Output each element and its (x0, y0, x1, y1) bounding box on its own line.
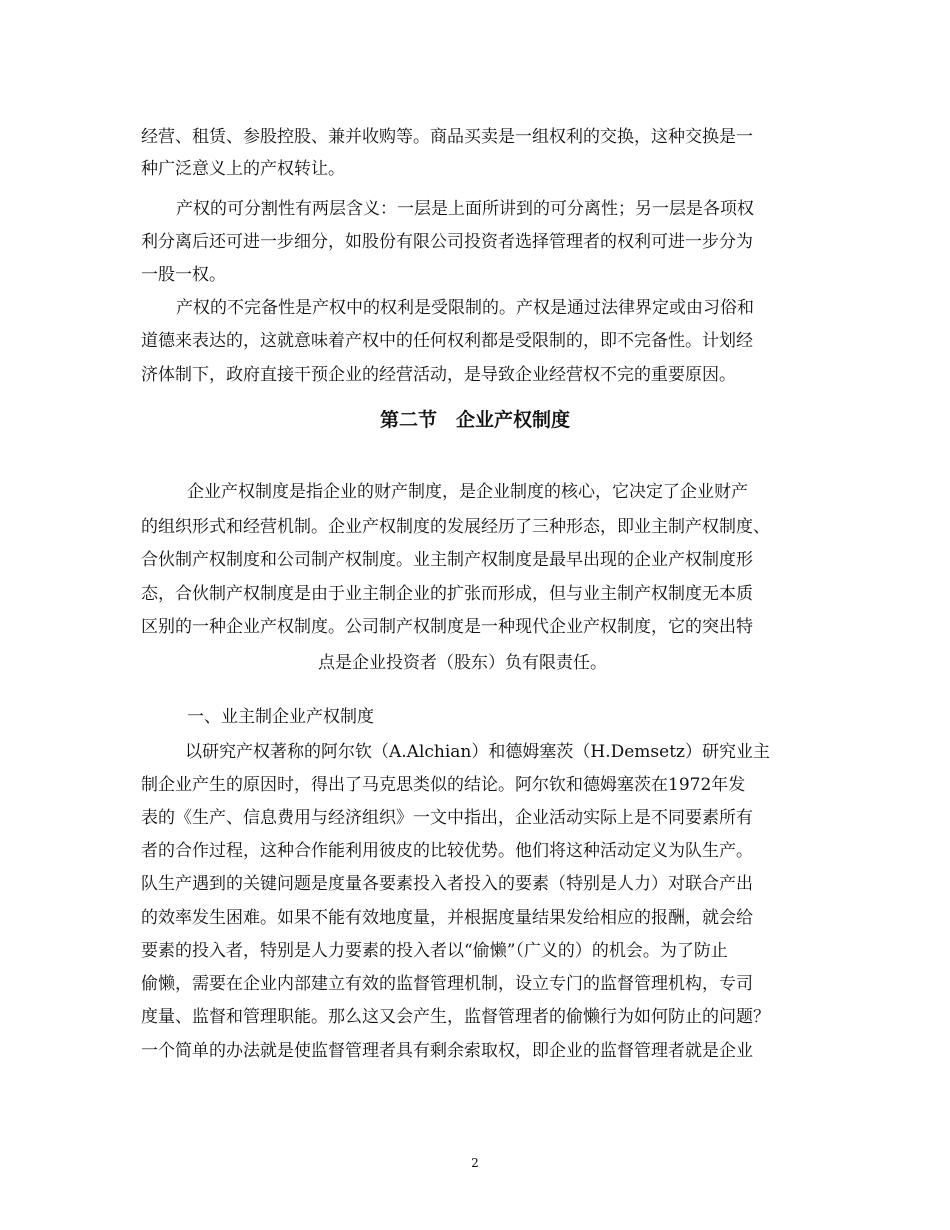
paragraph-line: 合伙制产权制度和公司制产权制度。业主制产权制度是最早出现的企业产权制度形 (141, 550, 753, 570)
paragraph-line: 的组织形式和经营机制。企业产权制度的发展经历了三种形态，即业主制产权制度、 (141, 517, 770, 537)
paragraph-line: 态，合伙制产权制度是由于业主制企业的扩张而形成，但与业主制产权制度无本质 (141, 584, 753, 604)
page-number: 2 (471, 1156, 479, 1170)
subsection-heading: 一、业主制企业产权制度 (187, 707, 374, 727)
paragraph-line: 度量、监督和管理职能。那么这又会产生，监督管理者的偷懒行为如何防止的问题？ (141, 1007, 770, 1027)
paragraph-line: 要素的投入者，特别是人力要素的投入者以“偷懒”（广义的）的机会。为了防止 (141, 941, 728, 961)
paragraph-line: 种广泛意义上的产权转让。 (141, 159, 345, 179)
paragraph-line: 者的合作过程，这种合作能利用彼皮的比较优势。他们将这种活动定义为队生产。 (141, 841, 753, 861)
paragraph-line: 的效率发生困难。如果不能有效地度量，并根据度量结果发给相应的报酬，就会给 (141, 908, 753, 928)
paragraph-line: 道德来表达的，这就意味着产权中的任何权利都是受限制的，即不完备性。计划经 (141, 331, 753, 351)
paragraph-line: 队生产遇到的关键问题是度量各要素投入者投入的要素（特别是人力）对联合产出 (141, 874, 753, 894)
paragraph-line: 济体制下，政府直接干预企业的经营活动，是导致企业经营权不完的重要原因。 (141, 365, 736, 385)
paragraph-line: 点是企业投资者（股东）负有限责任。 (318, 653, 607, 673)
paragraph-line: 产权的可分割性有两层含义：一层是上面所讲到的可分离性；另一层是各项权 (176, 199, 754, 219)
section-heading: 第二节 企业产权制度 (379, 409, 570, 431)
paragraph-line: 制企业产生的原因时，得出了马克思类似的结论。阿尔钦和德姆塞茨在1972年发 (141, 775, 746, 795)
paragraph-line: 表的《生产、信息费用与经济组织》一文中指出，企业活动实际上是不同要素所有 (141, 808, 753, 828)
paragraph-line: 一个简单的办法就是使监督管理者具有剩余索取权，即企业的监督管理者就是企业 (141, 1041, 753, 1061)
paragraph-line: 企业产权制度是指企业的财产制度，是企业制度的核心，它决定了企业财产 (187, 482, 748, 502)
paragraph-line: 利分离后还可进一步细分，如股份有限公司投资者选择管理者的权利可进一步分为 (141, 232, 753, 252)
paragraph-line: 产权的不完备性是产权中的权利是受限制的。产权是通过法律界定或由习俗和 (176, 298, 754, 318)
paragraph-line: 经营、租赁、参股控股、兼并收购等。商品买卖是一组权利的交换，这种交换是一 (141, 127, 753, 147)
paragraph-line: 偷懒，需要在企业内部建立有效的监督管理机制，设立专门的监督管理机构，专司 (141, 974, 753, 994)
paragraph-line: 以研究产权著称的阿尔钦（A.Alchian）和德姆塞茨（H.Demsetz）研究业主 (185, 742, 770, 762)
paragraph-line: 一股一权。 (141, 265, 226, 285)
paragraph-line: 区别的一种企业产权制度。公司制产权制度是一种现代企业产权制度，它的突出特 (141, 617, 753, 637)
